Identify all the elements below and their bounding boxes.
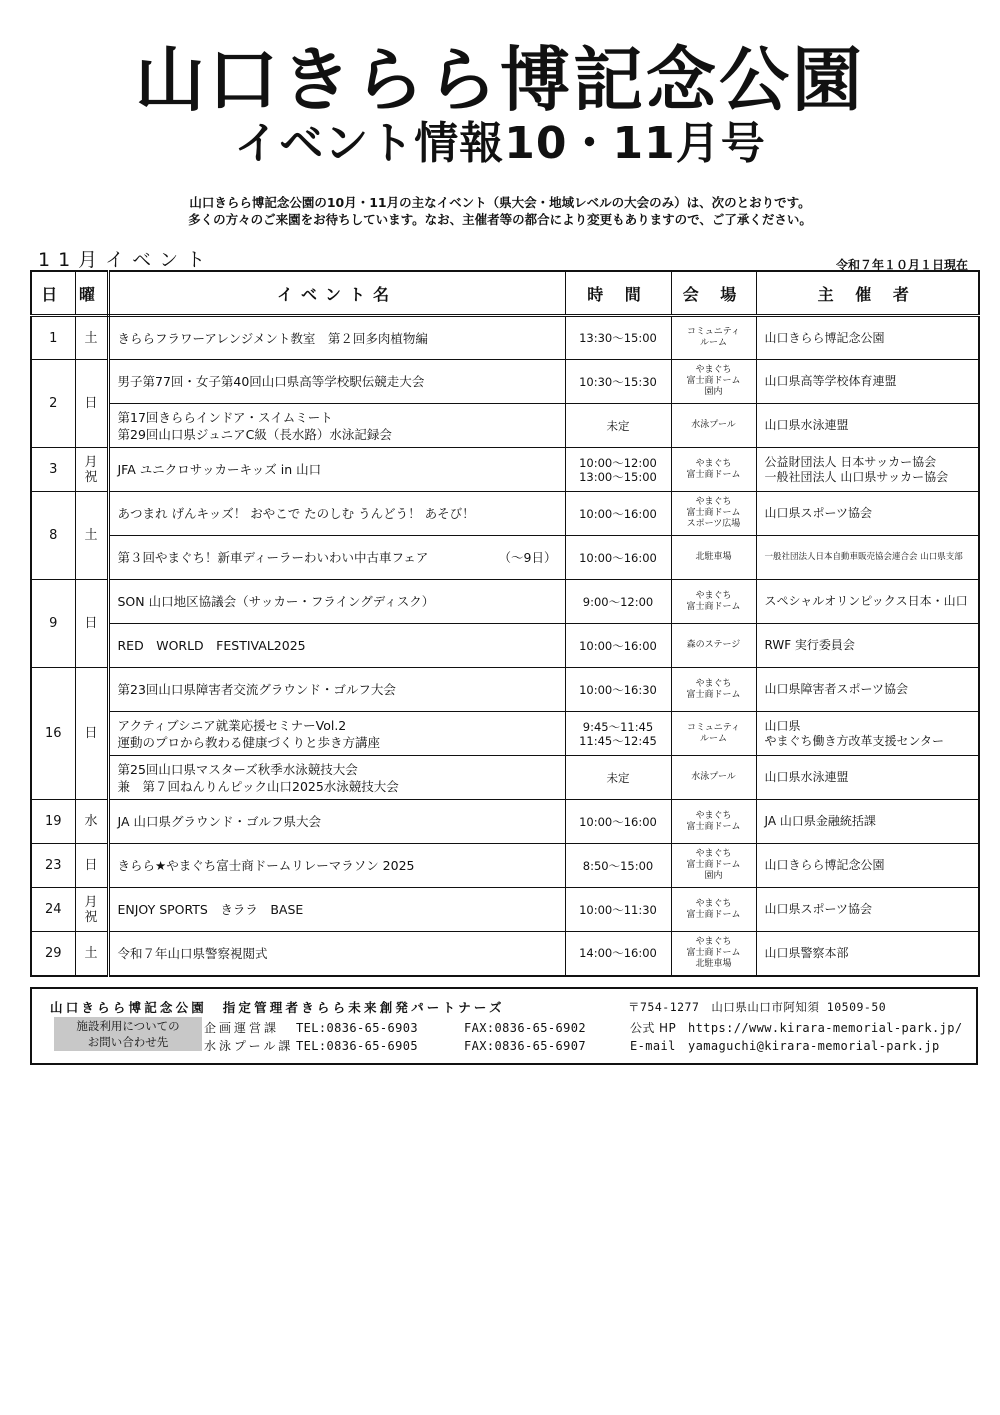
event-day: 2 — [31, 360, 75, 448]
event-venue: やまぐち 富士商ドーム — [671, 888, 756, 932]
event-venue: やまぐち 富士商ドーム — [671, 668, 756, 712]
events-table — [30, 270, 980, 977]
table-row — [31, 932, 979, 976]
event-weekday: 土 — [75, 316, 108, 360]
table-row — [31, 712, 979, 756]
event-weekday: 日 — [75, 668, 108, 800]
event-organizer: 公益財団法人 日本サッカー協会 一般社団法人 山口県サッカー協会 — [756, 448, 979, 492]
event-organizer: 山口きらら博記念公園 — [756, 844, 979, 888]
event-organizer: スペシャルオリンピックス日本・山口 — [756, 580, 979, 624]
header-organizer: 主 催 者 — [756, 271, 979, 316]
event-venue: やまぐち 富士商ドーム — [671, 448, 756, 492]
event-day: 1 — [31, 316, 75, 360]
table-row — [31, 492, 979, 536]
event-time: 10:30～15:30 — [565, 360, 671, 404]
event-organizer: 山口県高等学校体育連盟 — [756, 360, 979, 404]
event-organizer: 山口県 やまぐち働き方改革支援センター — [756, 712, 979, 756]
event-time: 未定 — [565, 404, 671, 448]
event-day: 16 — [31, 668, 75, 800]
email-label: E-mail — [630, 1039, 676, 1053]
event-name: あつまれ げんキッズ！ おやこで たのしむ うんどう！ あそび！ — [108, 492, 565, 536]
event-weekday: 土 — [75, 492, 108, 580]
event-weekday: 水 — [75, 800, 108, 844]
event-time: 14:00～16:00 — [565, 932, 671, 976]
event-organizer: 山口県スポーツ協会 — [756, 492, 979, 536]
event-organizer: 山口県スポーツ協会 — [756, 888, 979, 932]
event-weekday: 日 — [75, 360, 108, 448]
event-weekday: 日 — [75, 844, 108, 888]
event-venue: 北駐車場 — [671, 536, 756, 580]
intro-line-2: 多くの方々のご来園をお待ちしています。なお、主催者等の都合により変更もありますので、ご了承ください。 — [188, 212, 812, 227]
event-time: 10:00～11:30 — [565, 888, 671, 932]
event-weekday: 土 — [75, 932, 108, 976]
event-day: 9 — [31, 580, 75, 668]
event-organizer: 山口県障害者スポーツ協会 — [756, 668, 979, 712]
event-time: 10:00～16:00 — [565, 536, 671, 580]
event-venue: やまぐち 富士商ドーム — [671, 800, 756, 844]
header-event-name: イベント名 — [108, 271, 565, 316]
table-row — [31, 536, 979, 580]
event-name: きららフラワーアレンジメント教室 第２回多肉植物編 — [108, 316, 565, 360]
event-time: 9:45～11:45 11:45～12:45 — [565, 712, 671, 756]
header-venue: 会 場 — [671, 271, 756, 316]
contact-row-planning — [204, 1019, 963, 1036]
event-day: 3 — [31, 448, 75, 492]
header-day: 日 — [31, 271, 75, 316]
event-day: 23 — [31, 844, 75, 888]
event-venue: コミュニティ ルーム — [671, 316, 756, 360]
web-label: 公式 HP — [630, 1021, 677, 1035]
event-name: RED WORLD FESTIVAL2025 — [108, 624, 565, 668]
page-subtitle: イベント情報10・11月号 — [234, 118, 766, 169]
event-day: 24 — [31, 888, 75, 932]
event-name: ENJOY SPORTS きララ BASE — [108, 888, 565, 932]
intro-text — [0, 194, 1000, 228]
event-time: 10:00～16:00 — [565, 492, 671, 536]
event-venue: 水泳プール — [671, 404, 756, 448]
page-title: 山口きらら博記念公園 — [135, 39, 865, 121]
event-time: 9:00～12:00 — [565, 580, 671, 624]
fax-pool: FAX:0836-65-6907 — [464, 1039, 586, 1053]
contact-footer — [30, 987, 978, 1065]
tel-planning[interactable]: TEL:0836-65-6903 — [296, 1021, 418, 1035]
event-weekday: 月 祝 — [75, 448, 108, 492]
event-name: 男子第77回・女子第40回山口県高等学校駅伝競走大会 — [108, 360, 565, 404]
dept-pool: 水泳プール課 — [204, 1039, 294, 1053]
event-organizer: 山口県水泳連盟 — [756, 756, 979, 800]
event-time: 8:50～15:00 — [565, 844, 671, 888]
event-time: 10:00～12:00 13:00～15:00 — [565, 448, 671, 492]
event-time: 10:00～16:00 — [565, 800, 671, 844]
inquiry-badge — [54, 1017, 202, 1051]
event-name: JA 山口県グラウンド・ゴルフ県大会 — [108, 800, 565, 844]
inquiry-badge-line-1: 施設利用についての — [76, 1019, 180, 1033]
header-dow: 曜 — [75, 271, 108, 316]
contact-row-pool — [204, 1037, 940, 1054]
event-name: SON 山口地区協議会（サッカー・フライングディスク） — [108, 580, 565, 624]
footer-address: 〒754-1277 山口県山口市阿知須 10509-50 — [628, 1000, 887, 1014]
event-organizer: 山口県警察本部 — [756, 932, 979, 976]
event-day: 19 — [31, 800, 75, 844]
table-row — [31, 580, 979, 624]
event-venue: コミュニティ ルーム — [671, 712, 756, 756]
event-name: JFA ユニクロサッカーキッズ in 山口 — [108, 448, 565, 492]
footer-organization: 山口きらら博記念公園 指定管理者きらら未来創発パートナーズ — [50, 1000, 505, 1015]
fax-planning: FAX:0836-65-6902 — [464, 1021, 586, 1035]
event-venue: 水泳プール — [671, 756, 756, 800]
email-link[interactable]: yamaguchi@kirara-memorial-park.jp — [688, 1039, 940, 1053]
event-organizer: 山口県水泳連盟 — [756, 404, 979, 448]
event-name: 第23回山口県障害者交流グラウンド・ゴルフ大会 — [108, 668, 565, 712]
tel-pool[interactable]: TEL:0836-65-6905 — [296, 1039, 418, 1053]
event-time: 13:30～15:00 — [565, 316, 671, 360]
header-time: 時 間 — [565, 271, 671, 316]
event-organizer: JA 山口県金融統括課 — [756, 800, 979, 844]
intro-line-1: 山口きらら博記念公園の10月・11月の主なイベント（県大会・地域レベルの大会のみ）は、次のとおりです。 — [189, 195, 811, 210]
event-venue: やまぐち 富士商ドーム スポーツ広場 — [671, 492, 756, 536]
inquiry-badge-line-2: お問い合わせ先 — [87, 1035, 169, 1049]
as-of-date: 令和７年１０月１日現在 — [835, 258, 968, 272]
table-row — [31, 316, 979, 360]
event-venue: やまぐち 富士商ドーム 北駐車場 — [671, 932, 756, 976]
event-venue: やまぐち 富士商ドーム 園内 — [671, 844, 756, 888]
website-link[interactable]: https://www.kirara-memorial-park.jp/ — [688, 1021, 963, 1035]
event-venue: 森のステージ — [671, 624, 756, 668]
event-weekday: 月 祝 — [75, 888, 108, 932]
event-time: 10:00～16:30 — [565, 668, 671, 712]
event-weekday: 日 — [75, 580, 108, 668]
event-name: アクティブシニア就業応援セミナーVol.2 運動のプロから教わる健康づくりと歩き方講座 — [108, 712, 565, 756]
event-name: 令和７年山口県警察視閲式 — [108, 932, 565, 976]
event-name: 第３回やまぐち！新車ディーラーわいわい中古車フェア （～9日） — [108, 536, 565, 580]
event-organizer: 一般社団法人日本自動車販売協会連合会 山口県支部 — [756, 536, 979, 580]
table-row — [31, 404, 979, 448]
section-title: 11月イベント — [38, 249, 214, 271]
event-time: 未定 — [565, 756, 671, 800]
table-row — [31, 844, 979, 888]
dept-planning: 企画運営課 — [204, 1021, 280, 1035]
event-time: 10:00～16:00 — [565, 624, 671, 668]
event-name: 第25回山口県マスターズ秋季水泳競技大会 兼 第７回ねんりんピック山口2025水泳競技大会 — [108, 756, 565, 800]
event-day: 8 — [31, 492, 75, 580]
table-row — [31, 360, 979, 404]
table-header-row — [31, 271, 979, 316]
event-organizer: RWF 実行委員会 — [756, 624, 979, 668]
event-name: 第17回きららインドア・スイムミート 第29回山口県ジュニアC級（長水路）水泳記録会 — [108, 404, 565, 448]
event-name: きらら★やまぐち富士商ドームリレーマラソン 2025 — [108, 844, 565, 888]
events-body — [31, 316, 979, 976]
event-day: 29 — [31, 932, 75, 976]
table-row — [31, 668, 979, 712]
table-row — [31, 756, 979, 800]
event-organizer: 山口きらら博記念公園 — [756, 316, 979, 360]
event-venue: やまぐち 富士商ドーム — [671, 580, 756, 624]
event-venue: やまぐち 富士商ドーム 園内 — [671, 360, 756, 404]
table-row — [31, 888, 979, 932]
table-row — [31, 800, 979, 844]
table-row — [31, 624, 979, 668]
table-row — [31, 448, 979, 492]
